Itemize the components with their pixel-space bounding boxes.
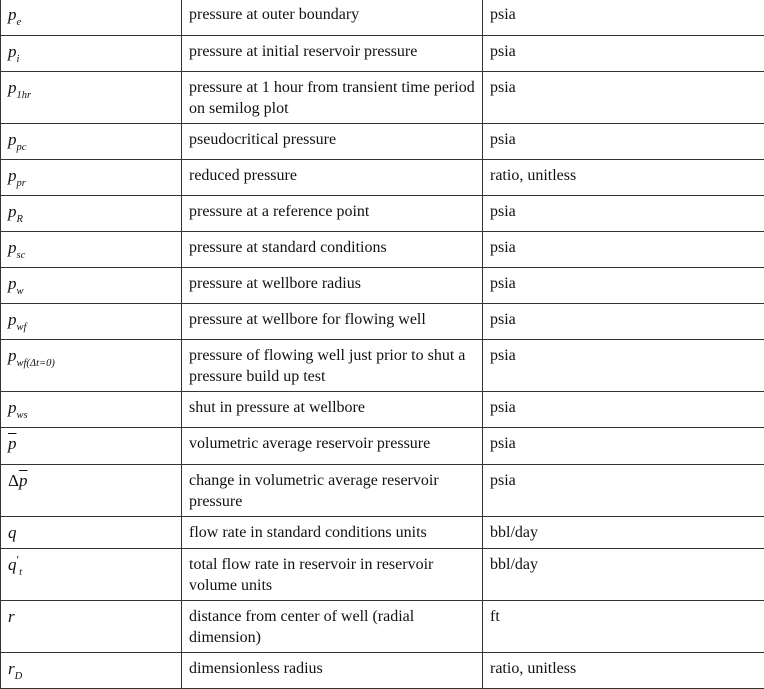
symbol: $p_{wf}$ xyxy=(8,310,26,329)
description-cell: flow rate in standard conditions units xyxy=(182,517,483,549)
symbol: $p_{ws}$ xyxy=(8,398,28,417)
symbol-cell xyxy=(1,465,182,517)
symbol-cell xyxy=(1,549,182,601)
table-row xyxy=(1,268,764,304)
table-row xyxy=(1,72,764,124)
description-cell: pressure of flowing well just prior to shut a pressure build up test xyxy=(182,340,483,392)
symbol: $p_i$ xyxy=(8,42,19,61)
table-row xyxy=(1,428,764,465)
symbol: $r_D$ xyxy=(8,659,22,678)
symbol: $\Delta\overline{p}$ xyxy=(8,471,27,490)
unit-cell: psia xyxy=(483,304,764,340)
unit-cell: psia xyxy=(483,72,764,124)
symbol-cell xyxy=(1,36,182,72)
unit-cell: ratio, unitless xyxy=(483,160,764,196)
symbol-cell xyxy=(1,232,182,268)
unit-cell: psia xyxy=(483,392,764,428)
symbol-cell xyxy=(1,268,182,304)
description-cell: shut in pressure at wellbore xyxy=(182,392,483,428)
description-cell: pressure at a reference point xyxy=(182,196,483,232)
unit-cell: psia xyxy=(483,428,764,465)
table-row xyxy=(1,124,764,160)
symbol-cell xyxy=(1,160,182,196)
description-cell: change in volumetric average reservoir pressure xyxy=(182,465,483,517)
symbol-cell xyxy=(1,196,182,232)
description-cell: dimensionless radius xyxy=(182,653,483,689)
unit-cell: psia xyxy=(483,268,764,304)
symbol: $p_{1hr}$ xyxy=(8,78,31,97)
table-row xyxy=(1,653,764,689)
unit-cell: psia xyxy=(483,196,764,232)
table-row xyxy=(1,196,764,232)
unit-cell: ratio, unitless xyxy=(483,653,764,689)
unit-cell: psia xyxy=(483,36,764,72)
table-row xyxy=(1,340,764,392)
symbol: $p_{wf(\Delta t=0)}$ xyxy=(8,346,55,365)
description-cell: pressure at outer boundary xyxy=(182,0,483,36)
unit-cell: psia xyxy=(483,0,764,36)
unit-cell: psia xyxy=(483,340,764,392)
symbol-cell xyxy=(1,124,182,160)
symbol-cell xyxy=(1,340,182,392)
unit-cell: ft xyxy=(483,601,764,653)
symbol-cell xyxy=(1,392,182,428)
unit-cell: psia xyxy=(483,232,764,268)
description-cell: distance from center of well (radial dimension) xyxy=(182,601,483,653)
symbol: $q'_t$ xyxy=(8,555,22,574)
description-cell: reduced pressure xyxy=(182,160,483,196)
symbol: q xyxy=(8,523,17,542)
symbol: $p_{pr}$ xyxy=(8,166,26,185)
symbol-cell xyxy=(1,428,182,465)
unit-cell: psia xyxy=(483,465,764,517)
description-cell: pseudocritical pressure xyxy=(182,124,483,160)
symbol: $\overline{p}$ xyxy=(8,434,17,453)
symbol-cell xyxy=(1,601,182,653)
description-cell: pressure at wellbore for flowing well xyxy=(182,304,483,340)
table-row xyxy=(1,232,764,268)
table-row xyxy=(1,392,764,428)
symbol-cell xyxy=(1,517,182,549)
description-cell: pressure at standard conditions xyxy=(182,232,483,268)
symbol: $p_{sc}$ xyxy=(8,238,25,257)
table-row xyxy=(1,36,764,72)
symbol: $p_R$ xyxy=(8,202,23,221)
table-row xyxy=(1,160,764,196)
symbol-cell xyxy=(1,304,182,340)
table-row xyxy=(1,549,764,601)
unit-cell: psia xyxy=(483,124,764,160)
symbol: $p_w$ xyxy=(8,274,24,293)
symbol-cell xyxy=(1,72,182,124)
description-cell: total flow rate in reservoir in reservoir volume units xyxy=(182,549,483,601)
unit-cell: bbl/day xyxy=(483,549,764,601)
table-row xyxy=(1,601,764,653)
table-row xyxy=(1,0,764,36)
table-row xyxy=(1,465,764,517)
unit-cell: bbl/day xyxy=(483,517,764,549)
description-cell: pressure at 1 hour from transient time period on semilog plot xyxy=(182,72,483,124)
symbol: $p_e$ xyxy=(8,5,21,24)
symbol: r xyxy=(8,607,15,626)
description-cell: volumetric average reservoir pressure xyxy=(182,428,483,465)
table-row xyxy=(1,304,764,340)
symbol-cell xyxy=(1,653,182,689)
symbol: $p_{pc}$ xyxy=(8,130,26,149)
symbol-cell xyxy=(1,0,182,36)
description-cell: pressure at initial reservoir pressure xyxy=(182,36,483,72)
description-cell: pressure at wellbore radius xyxy=(182,268,483,304)
table-row xyxy=(1,517,764,549)
